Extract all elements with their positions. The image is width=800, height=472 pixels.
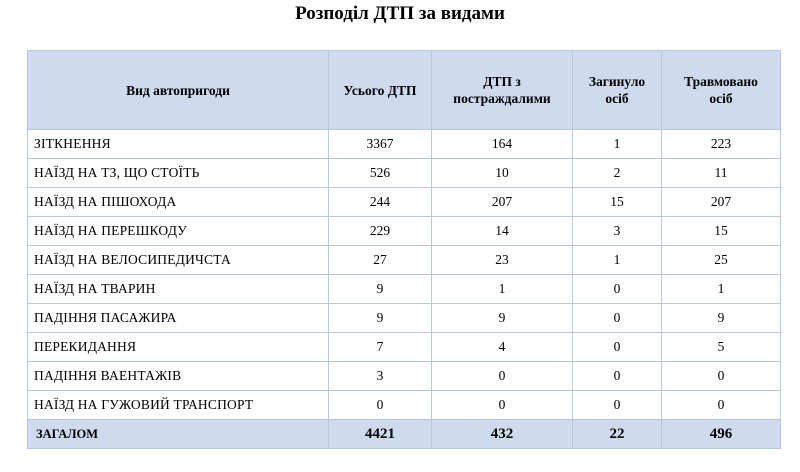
header-accident-type: Вид автопригоди — [28, 51, 329, 130]
with-victims-cell: 0 — [432, 362, 573, 391]
injured-cell: 9 — [662, 304, 781, 333]
table-row — [28, 333, 781, 362]
table-header — [28, 51, 781, 130]
total-row — [28, 420, 781, 449]
table-row — [28, 217, 781, 246]
total-accidents: 4421 — [329, 420, 432, 449]
injured-cell: 207 — [662, 188, 781, 217]
page-title: Розподіл ДТП за видами — [295, 3, 505, 24]
table-row — [28, 188, 781, 217]
table-row — [28, 362, 781, 391]
total-accidents-cell: 9 — [329, 304, 432, 333]
header-row — [28, 51, 781, 130]
accident-type-cell: ЗІТКНЕННЯ — [28, 130, 329, 159]
injured-cell: 0 — [662, 391, 781, 420]
total-accidents-cell: 229 — [329, 217, 432, 246]
total-killed: 22 — [573, 420, 662, 449]
table-row — [28, 275, 781, 304]
accident-type-cell: НАЇЗД НА ПЕРЕШКОДУ — [28, 217, 329, 246]
killed-cell: 2 — [573, 159, 662, 188]
accident-type-cell: НАЇЗД НА ТВАРИН — [28, 275, 329, 304]
with-victims-cell: 164 — [432, 130, 573, 159]
accident-type-cell: ПЕРЕКИДАННЯ — [28, 333, 329, 362]
killed-cell: 0 — [573, 333, 662, 362]
table-row — [28, 391, 781, 420]
with-victims-cell: 23 — [432, 246, 573, 275]
killed-cell: 0 — [573, 362, 662, 391]
table-body — [28, 130, 781, 420]
accident-type-cell: НАЇЗД НА ПІШОХОДА — [28, 188, 329, 217]
killed-cell: 1 — [573, 246, 662, 275]
table-row — [28, 246, 781, 275]
injured-cell: 0 — [662, 362, 781, 391]
accident-type-cell: НАЇЗД НА ВЕЛОСИПЕДИЧСТА — [28, 246, 329, 275]
with-victims-cell: 207 — [432, 188, 573, 217]
total-accidents-cell: 3 — [329, 362, 432, 391]
killed-cell: 0 — [573, 304, 662, 333]
killed-cell: 1 — [573, 130, 662, 159]
injured-cell: 11 — [662, 159, 781, 188]
killed-cell: 0 — [573, 391, 662, 420]
with-victims-cell: 4 — [432, 333, 573, 362]
accident-type-cell: НАЇЗД НА ТЗ, ЩО СТОЇТЬ — [28, 159, 329, 188]
accident-type-cell: ПАДІННЯ ВАЕНТАЖІВ — [28, 362, 329, 391]
total-accidents-cell: 0 — [329, 391, 432, 420]
injured-cell: 1 — [662, 275, 781, 304]
total-accidents-cell: 27 — [329, 246, 432, 275]
injured-cell: 5 — [662, 333, 781, 362]
total-accidents-cell: 9 — [329, 275, 432, 304]
total-label: ЗАГАЛОМ — [28, 420, 329, 449]
accident-types-table — [27, 50, 781, 449]
killed-cell: 15 — [573, 188, 662, 217]
with-victims-cell: 14 — [432, 217, 573, 246]
total-injured: 496 — [662, 420, 781, 449]
total-accidents-cell: 244 — [329, 188, 432, 217]
header-injured: Травмовано осіб — [662, 51, 781, 130]
table-row — [28, 304, 781, 333]
injured-cell: 25 — [662, 246, 781, 275]
table-row — [28, 159, 781, 188]
header-total-accidents: Усього ДТП — [329, 51, 432, 130]
accident-type-cell: ПАДІННЯ ПАСАЖИРА — [28, 304, 329, 333]
table-footer — [28, 420, 781, 449]
accident-type-cell: НАЇЗД НА ГУЖОВИЙ ТРАНСПОРТ — [28, 391, 329, 420]
injured-cell: 223 — [662, 130, 781, 159]
total-accidents-cell: 3367 — [329, 130, 432, 159]
total-accidents-cell: 526 — [329, 159, 432, 188]
killed-cell: 0 — [573, 275, 662, 304]
total-accidents-cell: 7 — [329, 333, 432, 362]
with-victims-cell: 0 — [432, 391, 573, 420]
killed-cell: 3 — [573, 217, 662, 246]
with-victims-cell: 1 — [432, 275, 573, 304]
header-accidents-with-victims: ДТП з постраждалими — [432, 51, 573, 130]
with-victims-cell: 9 — [432, 304, 573, 333]
total-with-victims: 432 — [432, 420, 573, 449]
header-killed: Загинуло осіб — [573, 51, 662, 130]
injured-cell: 15 — [662, 217, 781, 246]
with-victims-cell: 10 — [432, 159, 573, 188]
table-row — [28, 130, 781, 159]
